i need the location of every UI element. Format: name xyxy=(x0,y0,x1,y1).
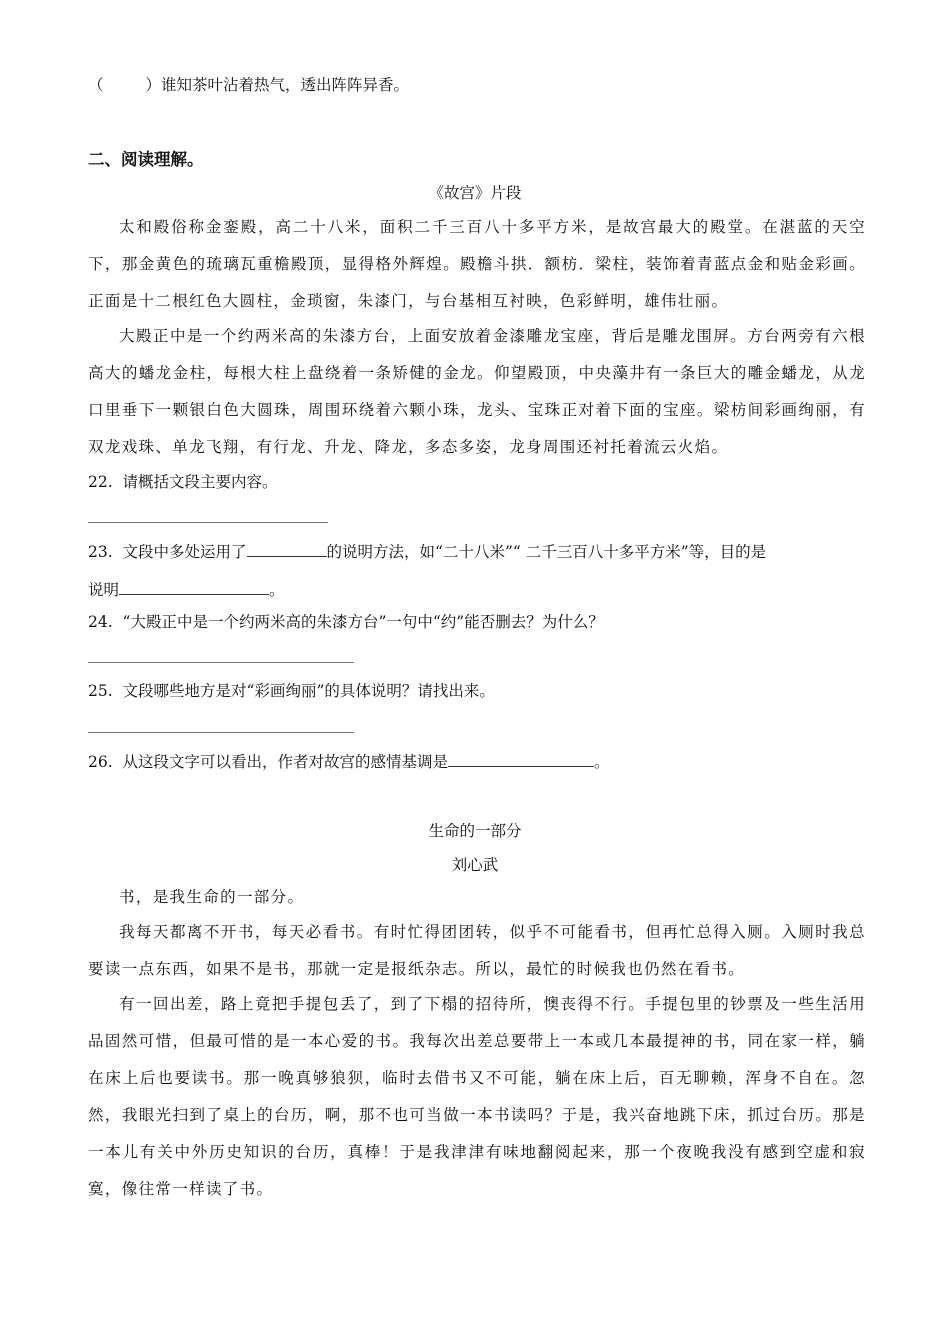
bracket-open: （ xyxy=(88,76,104,94)
passage1-paragraph-2: 大殿正中是一个约两米高的朱漆方台，上面安放着金漆雕龙宝座，背后是雕龙围屏。方台两旁有六根高大的蟠龙金柱，每根大柱上盘绕着一条矫健的金龙。仰望殿顶，中央藻井有一条巨大的雕金蟠龙，从龙口里垂下一颗银白色大圆珠，周围环绕着六颗小珠，龙头、宝珠正对着下面的宝座。梁枋间彩画绚丽，有双龙戏珠、单龙飞翔，有行龙、升龙、降龙，多态多姿，龙身周围还衬托着流云火焰。 xyxy=(88,327,866,456)
question-26 xyxy=(88,750,868,773)
passage2-paragraph-2: 我每天都离不开书，每天必看书。有时忙得团团转，似乎不可能看书，但再忙总得入厕。入厕时我总要读一点东西，如果不是书，那就一定是报纸杂志。所以，最忙的时候我也仍然在看书。 xyxy=(88,923,866,978)
passage2-paragraph-1: 书，是我生命的一部分。 xyxy=(119,888,305,906)
question-number: 23. xyxy=(88,543,113,561)
question-25 xyxy=(88,680,868,702)
blank-26[interactable] xyxy=(448,750,594,767)
blank-23a[interactable] xyxy=(247,540,327,557)
question-text: “大殿正中是一个约两米高的朱漆方台”一句中“约”能否删去？为什么？ xyxy=(122,613,604,631)
answer-line-25[interactable] xyxy=(88,732,354,733)
question-number: 26. xyxy=(88,753,113,771)
question-22 xyxy=(88,471,868,493)
question-text: 文段中多处运用了 xyxy=(122,543,247,561)
question-text: 说明 xyxy=(88,581,120,599)
passage2-author: 刘心武 xyxy=(451,856,499,874)
answer-line-24[interactable] xyxy=(88,662,354,663)
question-number: 24. xyxy=(88,613,113,631)
item-sentence: 谁知茶叶沾着热气，透出阵阵异香。 xyxy=(161,76,410,94)
passage2-paragraph-3: 有一回出差，路上竟把手提包丢了，到了下榻的招待所，懊丧得不行。手提包里的钞票及一些生活用品固然可惜，但最可惜的是一本心爱的书。我每次出差总要带上一本或几本最提神的书，同在家一样，躺在床上后也要读书。那一晚真够狼狈，临时去借书又不可能，躺在床上后，百无聊赖，浑身不自在。忽然，我眼光扫到了桌上的台历，啊，那不也可当做一本书读吗？于是，我兴奋地跳下床，抓过台历。那是一本儿有关中外历史知识的台历，真棒！于是我津津有味地翻阅起来，那一个夜晚我没有感到空虚和寂寞，像往常一样读了书。 xyxy=(88,995,866,1198)
question-24 xyxy=(88,611,868,633)
question-23-cont xyxy=(88,578,868,601)
fill-bracket-item xyxy=(88,74,868,96)
passage2-title: 生命的一部分 xyxy=(428,822,522,840)
question-text: 。 xyxy=(269,581,285,599)
question-text: 文段哪些地方是对“彩画绚丽”的具体说明？请找出来。 xyxy=(122,682,495,700)
question-text: 。 xyxy=(594,753,610,771)
passage1-title: 《故宫》片段 xyxy=(428,184,522,202)
passage1-paragraph-1: 太和殿俗称金銮殿，高二十八米，面积二千三百八十多平方米，是故宫最大的殿堂。在湛蓝的天空下，那金黄色的琉璃瓦重檐殿顶，显得格外辉煌。殿檐斗拱．额枋．梁柱，装饰着青蓝点金和贴金彩画。正面是十二根红色大圆柱，金琐窗，朱漆门，与台基相互衬映，色彩鲜明，雄伟壮丽。 xyxy=(88,218,866,310)
section-heading: 二、阅读理解。 xyxy=(88,150,204,169)
bracket-close: ） xyxy=(145,76,162,94)
blank-23b[interactable] xyxy=(119,578,269,595)
question-text: 从这段文字可以看出，作者对故宫的感情基调是 xyxy=(122,753,449,771)
question-23 xyxy=(88,540,868,563)
question-text: 的说明方法，如“二十八米”“ 二千三百八十多平方米”等，目的是 xyxy=(326,543,767,561)
question-number: 22. xyxy=(88,473,113,491)
answer-line-22[interactable] xyxy=(88,522,328,523)
question-number: 25. xyxy=(88,682,113,700)
question-text: 请概括文段主要内容。 xyxy=(122,473,278,491)
